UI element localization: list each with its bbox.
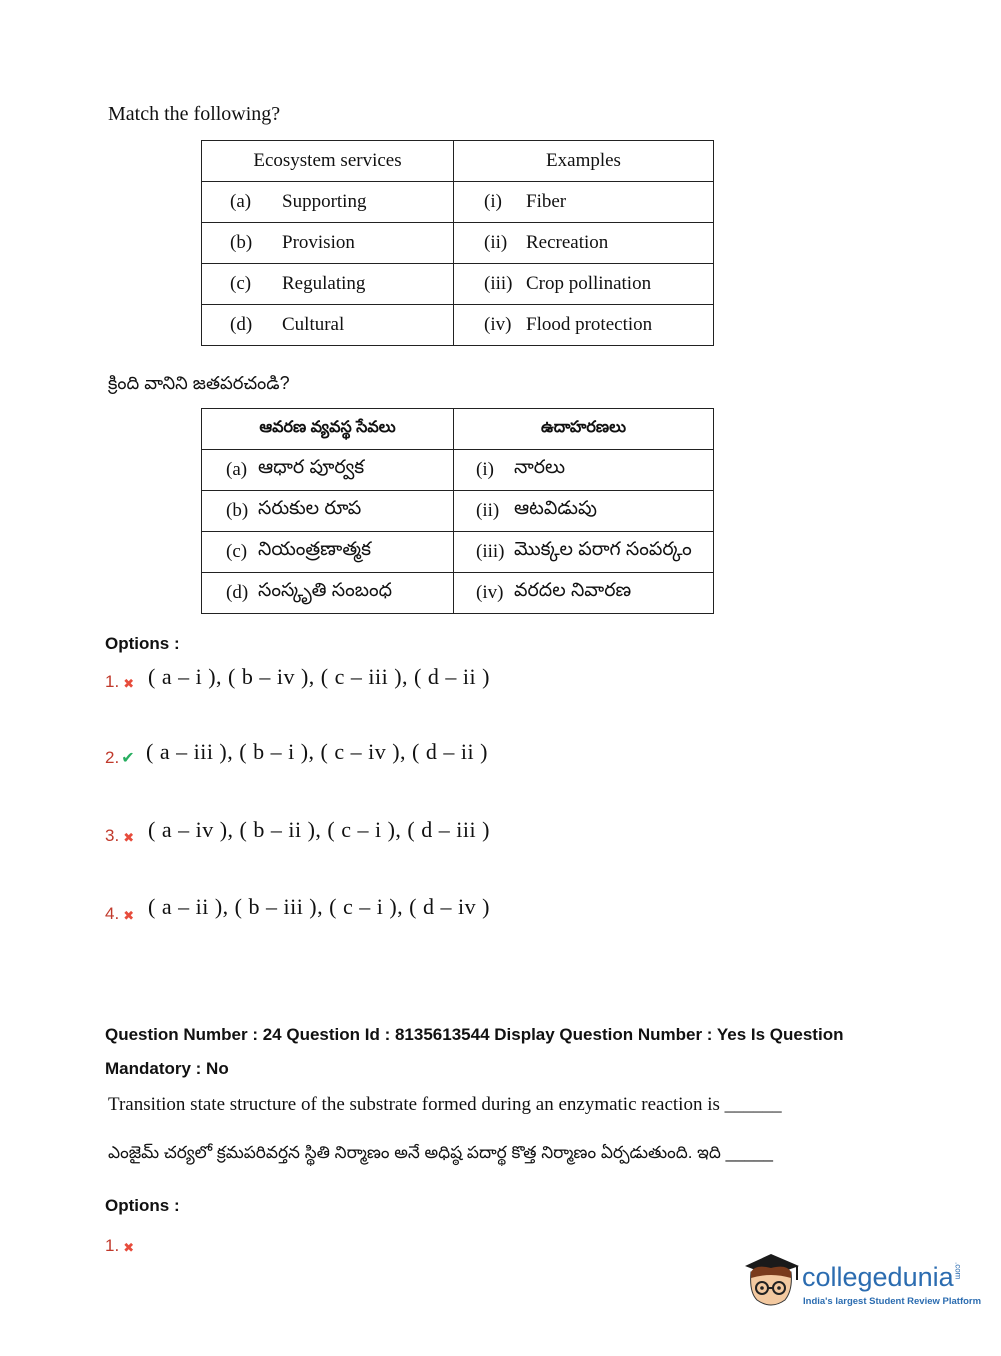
table-header-right: ఉదాహరణలు	[454, 409, 714, 450]
table-header-left: Ecosystem services	[202, 141, 454, 182]
option-1	[105, 662, 134, 692]
row-value: సరుకుల రూప	[258, 498, 362, 519]
option-number: 4.	[105, 904, 120, 923]
row-value: సంస్కృతి సంబంధ	[258, 580, 393, 601]
wrong-icon: ✖	[123, 676, 135, 691]
option-3	[105, 816, 134, 846]
row-value: వరదల నివారణ	[514, 580, 632, 601]
question-prompt-en: Match the following?	[108, 103, 281, 125]
wrong-icon: ✖	[123, 830, 135, 845]
row-key: (c)	[226, 541, 248, 562]
collegedunia-mascot-icon	[741, 1250, 801, 1310]
row-key: (ii)	[476, 500, 500, 521]
row-value: Cultural	[282, 314, 345, 335]
options-label: Options :	[105, 1196, 180, 1215]
row-key: (d)	[230, 314, 253, 335]
row-value: ఆధార పూర్వక	[258, 457, 365, 478]
table-row	[202, 573, 714, 614]
wrong-icon: ✖	[123, 908, 135, 923]
table-row	[202, 305, 714, 346]
row-value: నియంత్రణాత్మక	[258, 539, 371, 560]
option-number: 2.	[105, 748, 120, 767]
row-value: Supporting	[282, 191, 367, 212]
row-key: (i)	[476, 459, 494, 480]
row-key: (c)	[230, 273, 252, 294]
row-key: (ii)	[484, 232, 508, 253]
match-table-te	[201, 408, 714, 614]
table-row	[202, 182, 714, 223]
row-key: (iv)	[484, 314, 512, 335]
options-label: Options :	[105, 634, 180, 653]
option-4	[105, 894, 134, 924]
table-row	[202, 450, 714, 491]
row-value: Provision	[282, 232, 355, 253]
option-1	[105, 1230, 134, 1256]
row-value: Recreation	[526, 232, 609, 253]
correct-check-icon: ✔	[121, 750, 135, 767]
row-value: మొక్కల పరాగ సంపర్కం	[514, 539, 692, 560]
wrong-icon: ✖	[123, 1240, 135, 1255]
row-key: (b)	[230, 232, 253, 253]
table-row	[202, 264, 714, 305]
question-header: Question Number : 24 Question Id : 8135613544 Display Question Number : Yes Is Question	[105, 1025, 844, 1044]
option-number: 1.	[105, 672, 120, 691]
option-text: ( a – i ), ( b – iv ), ( c – iii ), ( d – ii )	[148, 664, 490, 689]
option-number: 3.	[105, 826, 120, 845]
question-text-te: ఎంజైమ్ చర్యలో క్రమపరివర్తన స్థితి నిర్మాణం అనే అధిష్ఠ పదార్థ కొత్త నిర్మాణం ఏర్పడుతుంది. ఇది _____	[108, 1143, 773, 1162]
table-header-right: Examples	[454, 141, 714, 182]
table-row	[202, 223, 714, 264]
table-row	[202, 491, 714, 532]
brand-tagline: India's largest Student Review Platform	[803, 1296, 982, 1307]
row-value: ఆటవిడుపు	[514, 498, 597, 519]
option-text: ( a – iv ), ( b – ii ), ( c – i ), ( d – iii )	[148, 817, 490, 842]
row-key: (iii)	[476, 541, 505, 562]
table-header-left: ఆవరణ వ్యవస్థ సేవలు	[202, 409, 454, 450]
row-key: (a)	[226, 459, 248, 480]
option-number: 1.	[105, 1236, 120, 1255]
question-text-en: Transition state structure of the substrate formed during an enzymatic reaction is ______	[108, 1094, 782, 1115]
row-key: (iv)	[476, 582, 504, 603]
match-table-en	[201, 140, 714, 346]
table-row	[202, 532, 714, 573]
row-key: (i)	[484, 191, 502, 212]
brand-suffix: .com	[953, 1262, 963, 1280]
row-value: Crop pollination	[526, 273, 652, 294]
option-text: ( a – ii ), ( b – iii ), ( c – i ), ( d – iv )	[148, 894, 490, 919]
row-key: (d)	[226, 582, 249, 603]
option-2	[105, 738, 135, 768]
row-key: (iii)	[484, 273, 513, 294]
row-value: Flood protection	[526, 314, 653, 335]
option-text: ( a – iii ), ( b – i ), ( c – iv ), ( d – ii )	[146, 739, 488, 764]
row-key: (a)	[230, 191, 252, 212]
question-prompt-te: క్రింది వానిని జతపరచండి?	[108, 373, 290, 393]
row-value: Fiber	[526, 191, 567, 212]
brand-name: collegedunia.com	[802, 1262, 963, 1292]
question-header-mandatory: Mandatory : No	[105, 1059, 229, 1078]
row-value: నారలు	[514, 457, 566, 478]
row-value: Regulating	[282, 273, 366, 294]
row-key: (b)	[226, 500, 249, 521]
